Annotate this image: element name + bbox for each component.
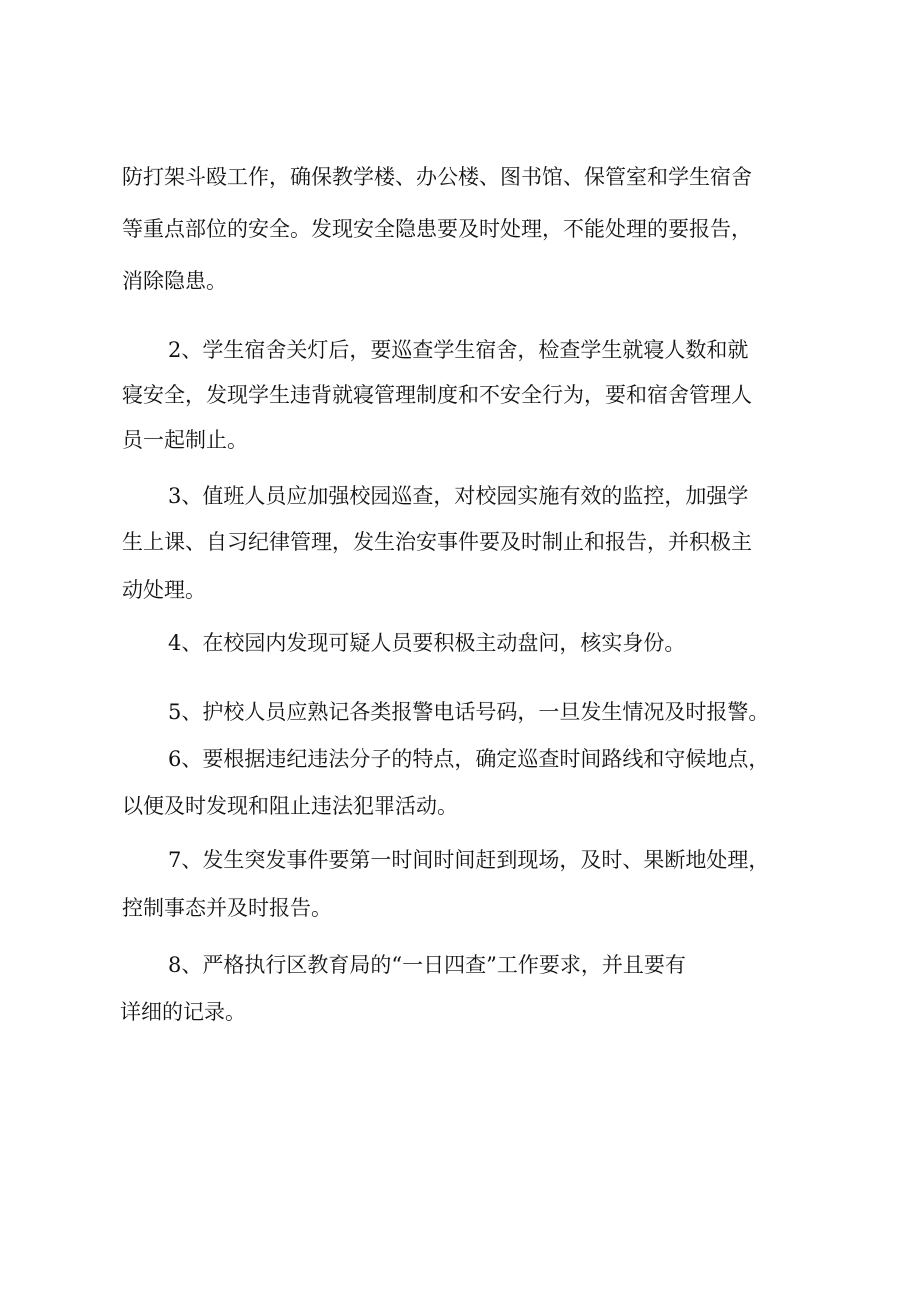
item-5-line-1: 5、护校人员应熟记各类报警电话号码，一旦发生情况及时报警。 xyxy=(168,700,770,724)
item-6-line-1: 6、要根据违纪违法分子的特点，确定巡查时间路线和守候地点， xyxy=(168,747,770,771)
paragraph-1-line-1: 防打架斗殴工作，确保教学楼、办公楼、图书馆、保管室和学生宿舍 xyxy=(122,165,752,189)
item-7-line-2: 控制事态并及时报告。 xyxy=(122,896,332,920)
paragraph-1-line-2: 等重点部位的安全。发现安全隐患要及时处理，不能处理的要报告， xyxy=(122,217,752,241)
item-3-line-1: 3、值班人员应加强校园巡查，对校园实施有效的监控，加强学 xyxy=(168,484,749,508)
paragraph-1-line-3: 消除隐患。 xyxy=(122,269,227,293)
item-4-line-1: 4、在校园内发现可疑人员要积极主动盘问，核实身份。 xyxy=(168,631,686,655)
item-6-line-2: 以便及时发现和阻止违法犯罪活动。 xyxy=(122,794,458,818)
item-2-line-3: 员一起制止。 xyxy=(122,428,248,452)
item-3-line-3: 动处理。 xyxy=(122,578,206,602)
item-8-line-1: 8、严格执行区教育局的“一日四查”工作要求，并且要有 xyxy=(168,953,686,977)
item-2-line-1: 2、学生宿舍关灯后，要巡查学生宿舍，检查学生就寝人数和就 xyxy=(168,338,749,362)
item-7-line-1: 7、发生突发事件要第一时间时间赶到现场，及时、果断地处理， xyxy=(168,848,770,872)
item-3-line-2: 生上课、自习纪律管理，发生治安事件要及时制止和报告，并积极主 xyxy=(122,530,752,554)
item-8-line-2: 详细的记录。 xyxy=(120,1000,246,1024)
item-2-line-2: 寝安全，发现学生违背就寝管理制度和不安全行为，要和宿舍管理人 xyxy=(122,383,752,407)
